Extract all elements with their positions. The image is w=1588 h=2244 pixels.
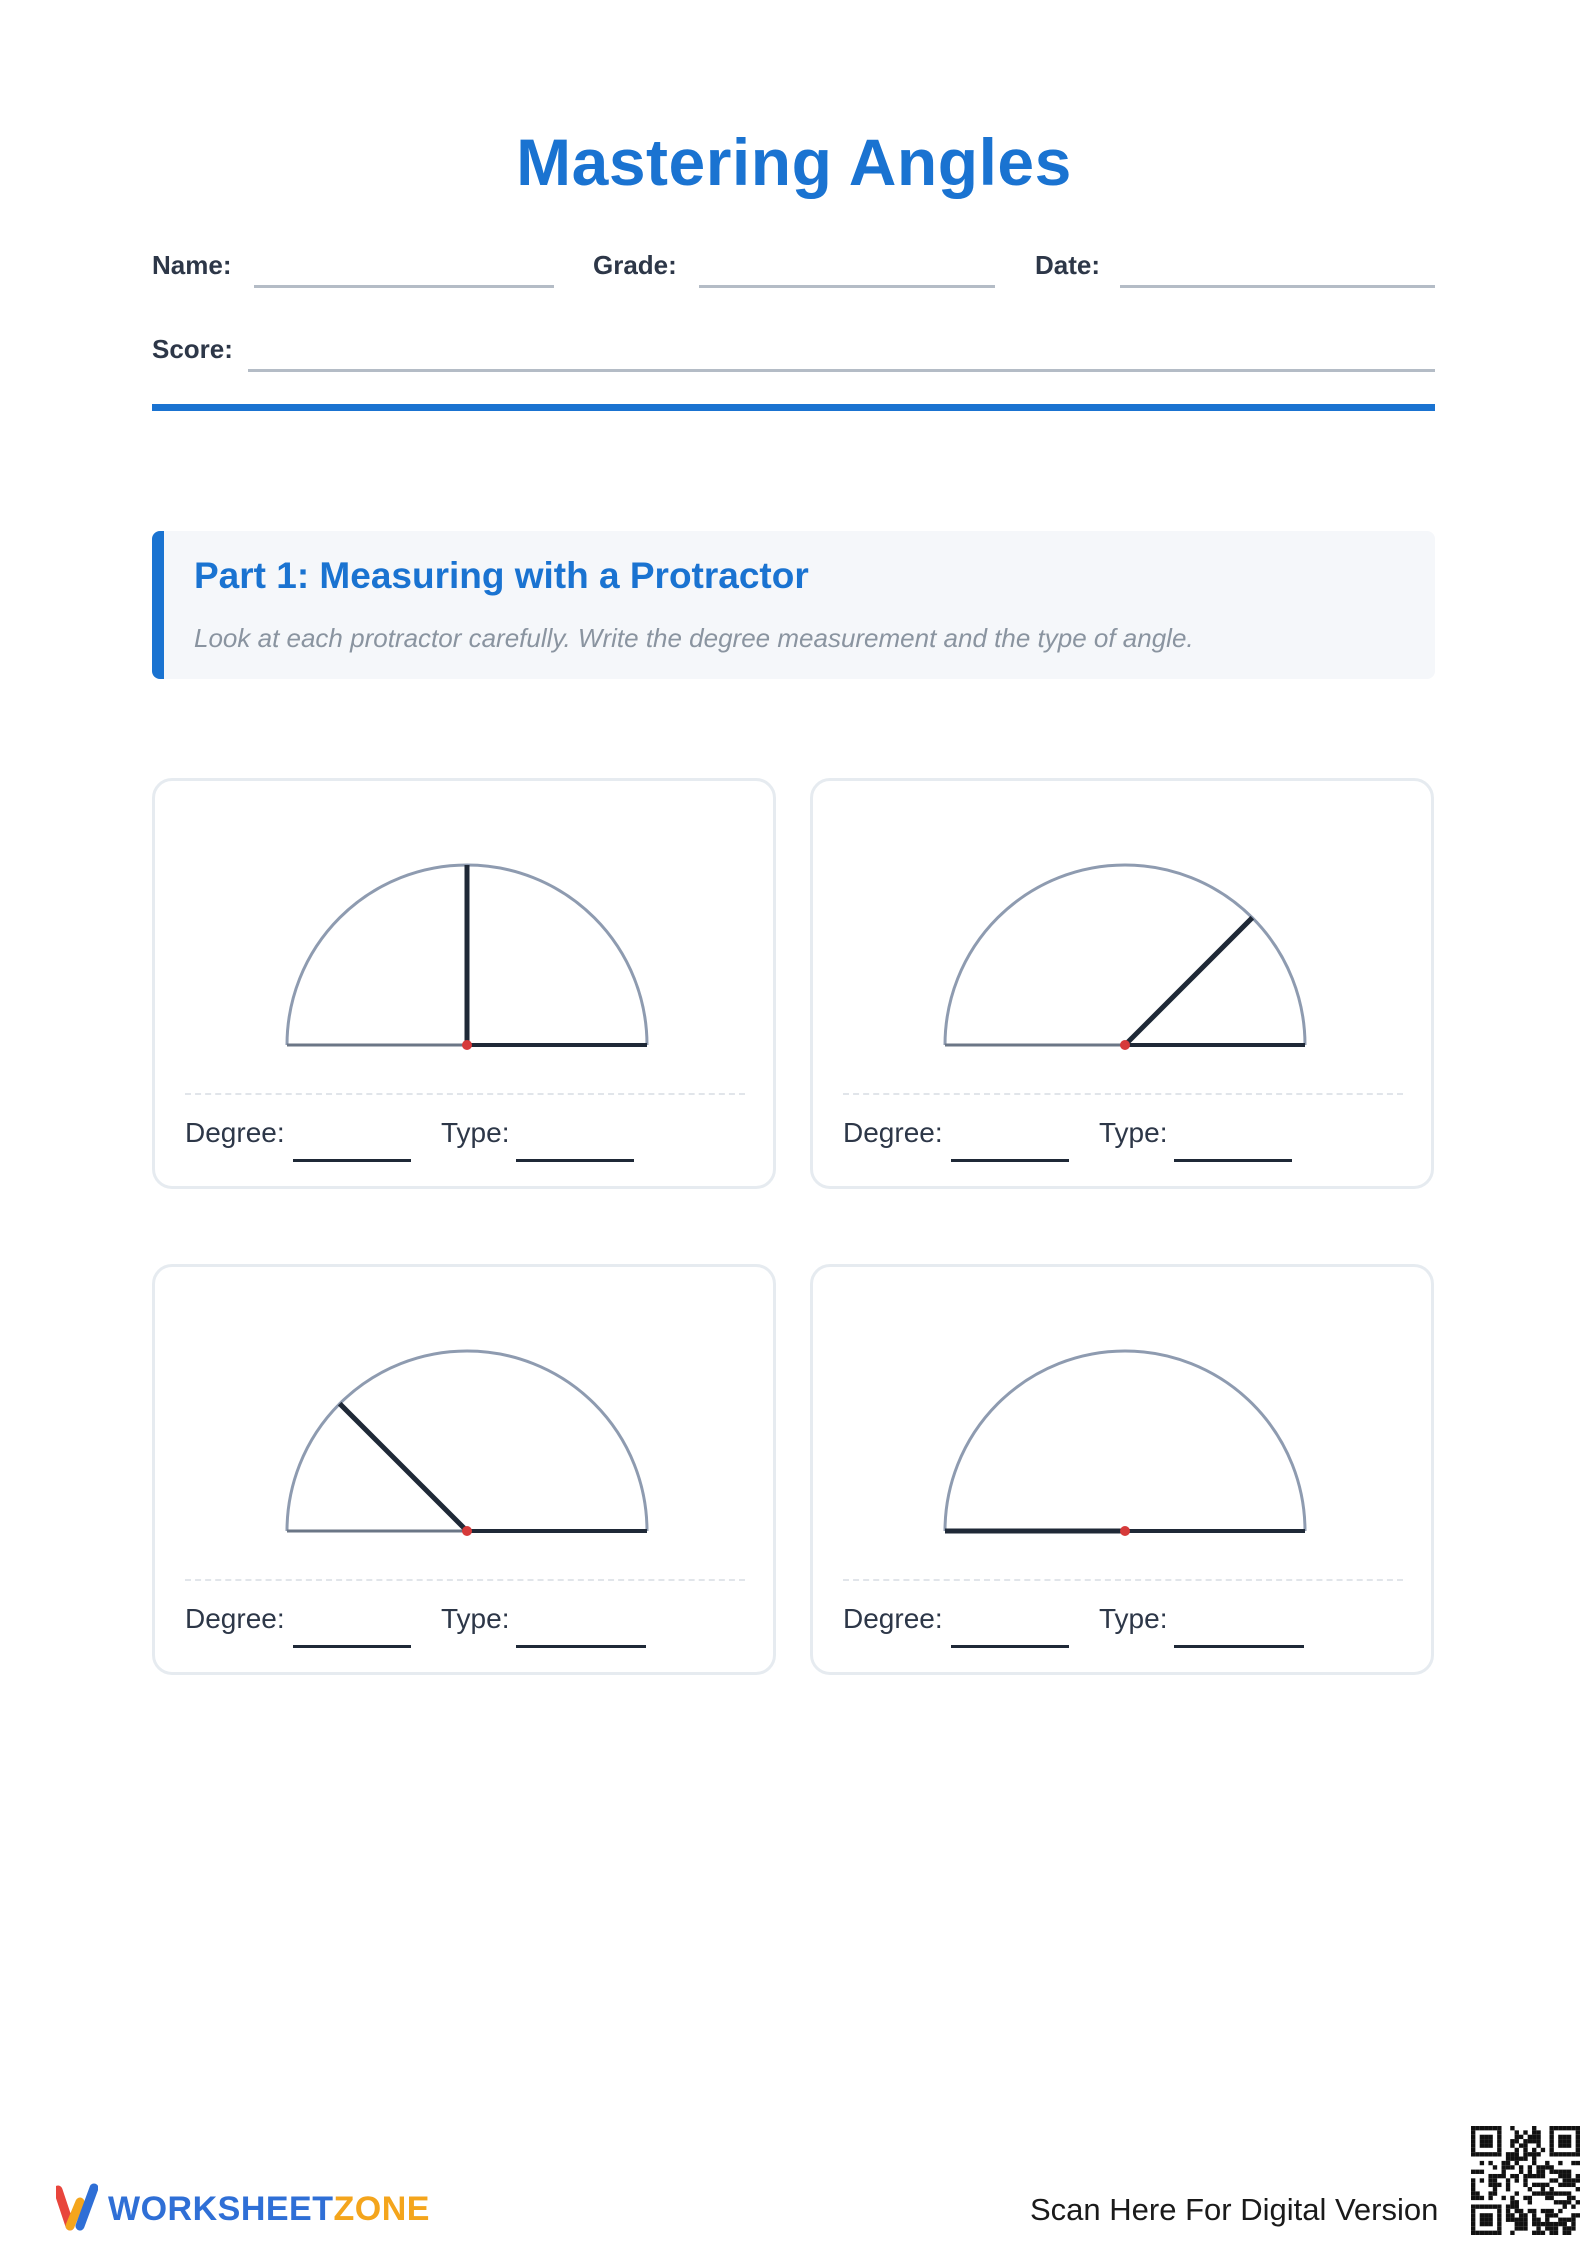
scan-text: Scan Here For Digital Version [1030, 2192, 1439, 2227]
page-title: Mastering Angles [516, 125, 1072, 199]
type-answer-field[interactable] [516, 1159, 634, 1162]
degree-label: Degree: [843, 1117, 943, 1148]
type-label: Type: [1099, 1117, 1168, 1148]
date-label: Date: [1035, 250, 1101, 280]
angle-vertex [462, 1526, 472, 1536]
type-label: Type: [441, 1117, 510, 1148]
problem-card [152, 778, 776, 1189]
angle-vertex [1120, 1040, 1130, 1050]
card-divider [843, 1579, 1403, 1581]
protractor-diagram [155, 781, 773, 1081]
grade-label: Grade: [593, 250, 677, 280]
card-divider [185, 1093, 745, 1095]
problem-card [810, 1264, 1434, 1675]
degree-label: Degree: [185, 1603, 285, 1634]
degree-answer-field[interactable] [951, 1159, 1069, 1162]
date-field[interactable] [1120, 285, 1435, 288]
name-field[interactable] [254, 285, 554, 288]
protractor-diagram [813, 781, 1431, 1081]
protractor-arc [945, 1351, 1305, 1531]
brand-name-part1: WORKSHEET [108, 2190, 334, 2228]
type-answer-field[interactable] [1174, 1645, 1304, 1648]
type-label: Type: [1099, 1603, 1168, 1634]
protractor-diagram [155, 1267, 773, 1567]
degree-answer-field[interactable] [293, 1159, 411, 1162]
part1-header [152, 531, 1435, 679]
score-field[interactable] [248, 369, 1435, 372]
name-label: Name: [152, 250, 232, 280]
angle-vertex [1120, 1526, 1130, 1536]
header-divider [152, 404, 1435, 411]
qr-code-icon[interactable] [1471, 2126, 1580, 2235]
part1-instructions: Look at each protractor carefully. Write the degree measurement and the type of angle. [194, 623, 1194, 653]
brand-name-part2: ZONE [333, 2190, 430, 2228]
angle-ray [340, 1404, 467, 1531]
card-divider [185, 1579, 745, 1581]
angle-vertex [462, 1040, 472, 1050]
worksheetzone-logo-icon [56, 2182, 98, 2232]
problem-card [810, 778, 1434, 1189]
type-answer-field[interactable] [516, 1645, 646, 1648]
type-label: Type: [441, 1603, 510, 1634]
protractor-arc [287, 1351, 647, 1531]
degree-answer-field[interactable] [951, 1645, 1069, 1648]
protractor-diagram [813, 1267, 1431, 1567]
angle-ray [1125, 918, 1252, 1045]
degree-label: Degree: [843, 1603, 943, 1634]
part1-title: Part 1: Measuring with a Protractor [194, 555, 809, 596]
type-answer-field[interactable] [1174, 1159, 1292, 1162]
degree-answer-field[interactable] [293, 1645, 411, 1648]
score-label: Score: [152, 334, 233, 364]
grade-field[interactable] [699, 285, 995, 288]
problem-card [152, 1264, 776, 1675]
card-divider [843, 1093, 1403, 1095]
protractor-arc [945, 865, 1305, 1045]
brand-name [108, 2190, 430, 2229]
degree-label: Degree: [185, 1117, 285, 1148]
